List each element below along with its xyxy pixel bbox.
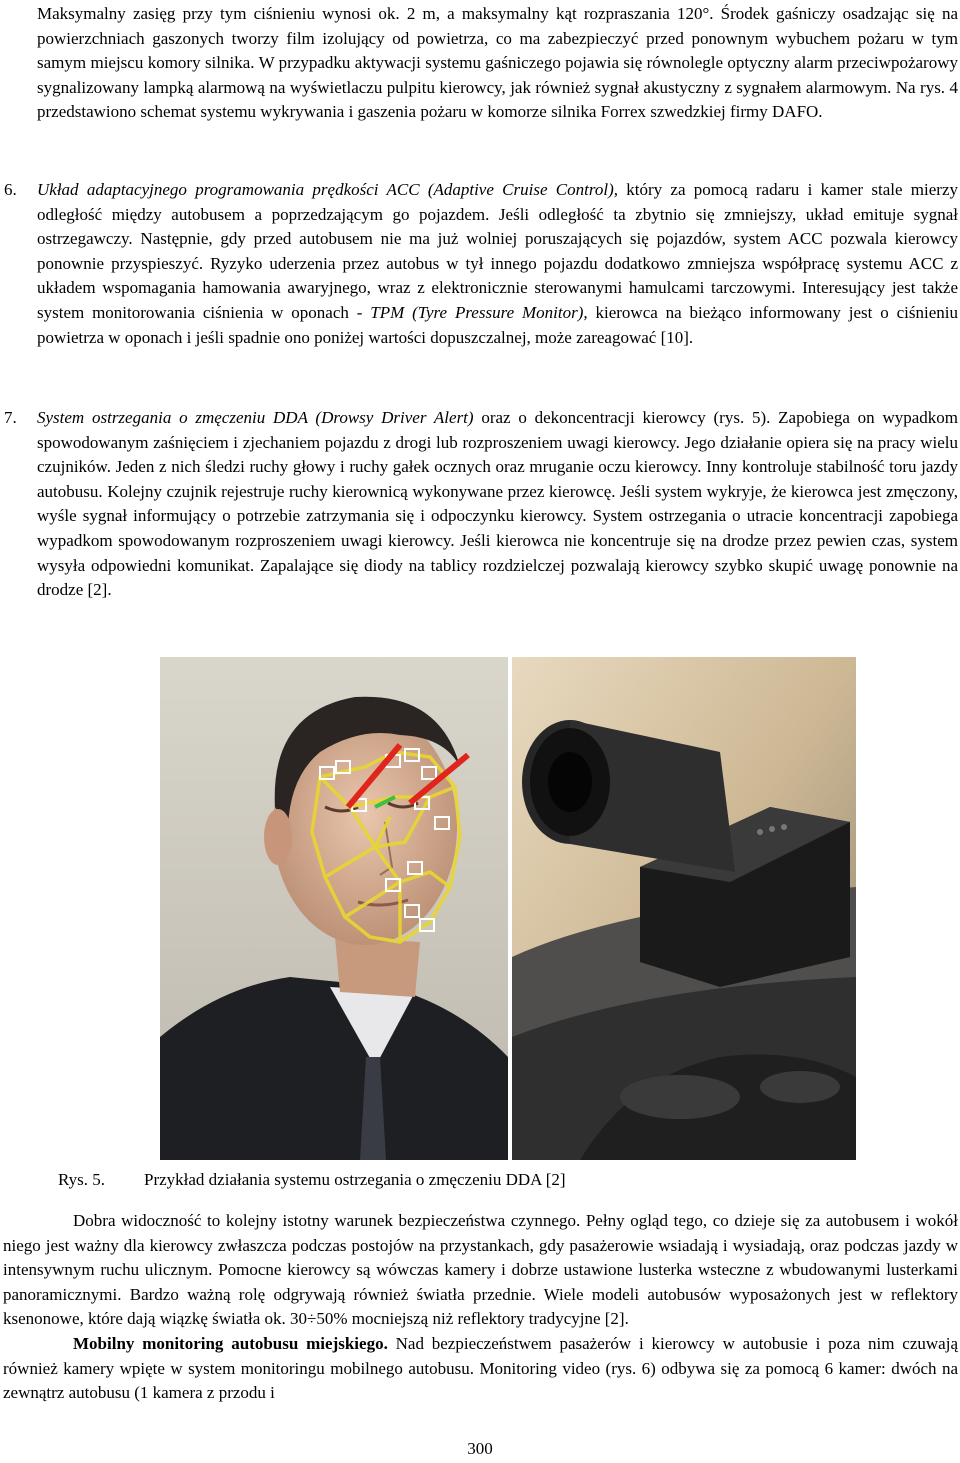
- list-item-dda: [4, 406, 958, 603]
- italic-term: System ostrzegania o zmęczeniu DDA (Drowsy Driver Alert): [37, 408, 474, 427]
- text-run: który za pomocą radaru i kamer stale mierzy odległość między autobusem a poprzedzającym go pojazdem. Jeśli odległość ta zbytnio się zmniejszy, układ emituje sygnał ostrzegawczy. Następnie, gdy przed autobusem nie ma już wolniej poruszających się pojazdów, system ACC pozwala kierowcy ponownie przyspieszyć. Ryzyko uderzenia przez autobus w tył innego pojazdu dodatkowo zmniejsza współpracę systemu ACC z układem wspomagania hamowania awaryjnego, wraz z elektronicznie sterowanymi hamulcami tarczowymi. Interesujący jest także system monitorowania ciśnienia w oponach -: [37, 180, 958, 322]
- body-paragraphs: [3, 1209, 958, 1406]
- text-run: kierowca na bieżąco informowany jest o ciśnieniu powietrza w oponach i jeśli spadnie ono poniżej wartości dopuszczalnej, może zareagować [10].: [37, 302, 958, 347]
- italic-term: TPM (Tyre Pressure Monitor),: [370, 302, 588, 322]
- paragraph-visibility: Dobra widoczność to kolejny istotny warunek bezpieczeństwa czynnego. Pełny ogląd tego, co dzieje się za autobusem i wokół niego jest ważny dla kierowcy zwłaszcza podczas postojów na przystankach, gdy pasażerowie wsiadają i wysiadają, oraz podczas jazdy w intensywnym ruchu ulicznym. Pomocne kierowcy są wówczas kamery i dobrze ustawione lusterka wsteczne z wbudowanymi lusterkami panoramicznymi. Bardzo ważną rolę odgrywają również światła przednie. Wiele modeli autobusów wyposażonych jest w reflektory ksenonowe, które dają wiązkę światła ok. 30÷50% mocniejszą niż reflektory tradycyjne [2].: [3, 1211, 958, 1329]
- caption-text: Przykład działania systemu ostrzegania o zmęczeniu DDA [2]: [144, 1170, 566, 1189]
- list-item-text: [37, 178, 958, 350]
- bold-lead: Mobilny monitoring autobusu miejskiego.: [73, 1333, 388, 1353]
- text-run: oraz o dekoncentracji kierowcy (rys. 5). Zapobiega on wypadkom spowodowanym zaśnięciem i zjechaniem pojazdu z drogi lub rozproszeniem uwagi kierowcy. Jego działanie opiera się na pracy wielu czujników. Jeden z nich śledzi ruchy głowy i ruchy gałek ocznych oraz mruganie oczu kierowcy. Inny kontroluje stabilność toru jazdy autobusu. Kolejny czujnik rejestruje ruchy kierownicą wykonywane przez kierowcę. Jeśli system wykryje, że kierowca jest zmęczony, wyśle sygnał informujący o potrzebie zatrzymania się i odpoczynku kierowcy. System ostrzegania o utracie koncentracji zapobiega wypadkom spowodowanym rozproszeniem uwagi kierowcy. Jeśli kierowca nie koncentruje się na drodze przez pewien czas, system wysyła odpowiedni komunikat. Zapalające się diody na tablicy rozdzielczej pozwalają kierowcy szybko skupić uwagę ponownie na drodze [2].: [37, 408, 958, 600]
- paragraph-fire-suppression: [37, 2, 958, 125]
- list-item-number: 6.: [4, 180, 17, 199]
- figure-dda-photo: [160, 657, 856, 1160]
- list-item-acc: [4, 178, 958, 350]
- paragraph-text: Maksymalny zasięg przy tym ciśnieniu wynosi ok. 2 m, a maksymalny kąt rozpraszania 120°. Środek gaśniczy osadzając się na powierzchniach gaszonych tworzy film izolujący od powietrza, co ma zabezpieczyć przed ponownym wybuchem pożaru w tym samym miejscu komory silnika. W przypadku aktywacji systemu gaśniczego pojawia się równolegle optyczny alarm przeciwpożarowy sygnalizowany lampką alarmową na wyświetlaczu pulpitu kierowcy, jak również sygnał akustyczny z sygnałem alarmowym. Na rys. 4 przedstawiono schemat systemu wykrywania i gaszenia pożaru w komorze silnika Forrex szwedzkiej firmy DAFO.: [37, 4, 958, 122]
- driver-fatigue-photo: [160, 657, 856, 1160]
- caption-number: Rys. 5.: [58, 1170, 106, 1189]
- italic-term: Układ adaptacyjnego programowania prędkości ACC (Adaptive Cruise Control),: [37, 180, 618, 199]
- figure-caption: [58, 1168, 566, 1193]
- page-number: 300: [467, 1439, 493, 1458]
- list-item-number: 7.: [4, 408, 17, 427]
- list-item-text: [37, 406, 958, 603]
- text-run: Nad bezpieczeństwem pasażerów i kierowcy w autobusie i poza nim czuwają również kamery wpięte w system monitoringu mobilnego autobusu. Monitoring video (rys. 6) odbywa się za pomocą 6 kamer: dwóch na zewnątrz autobusu (1 kamera z przodu i: [3, 1333, 958, 1403]
- paragraph-monitoring: [3, 1332, 958, 1406]
